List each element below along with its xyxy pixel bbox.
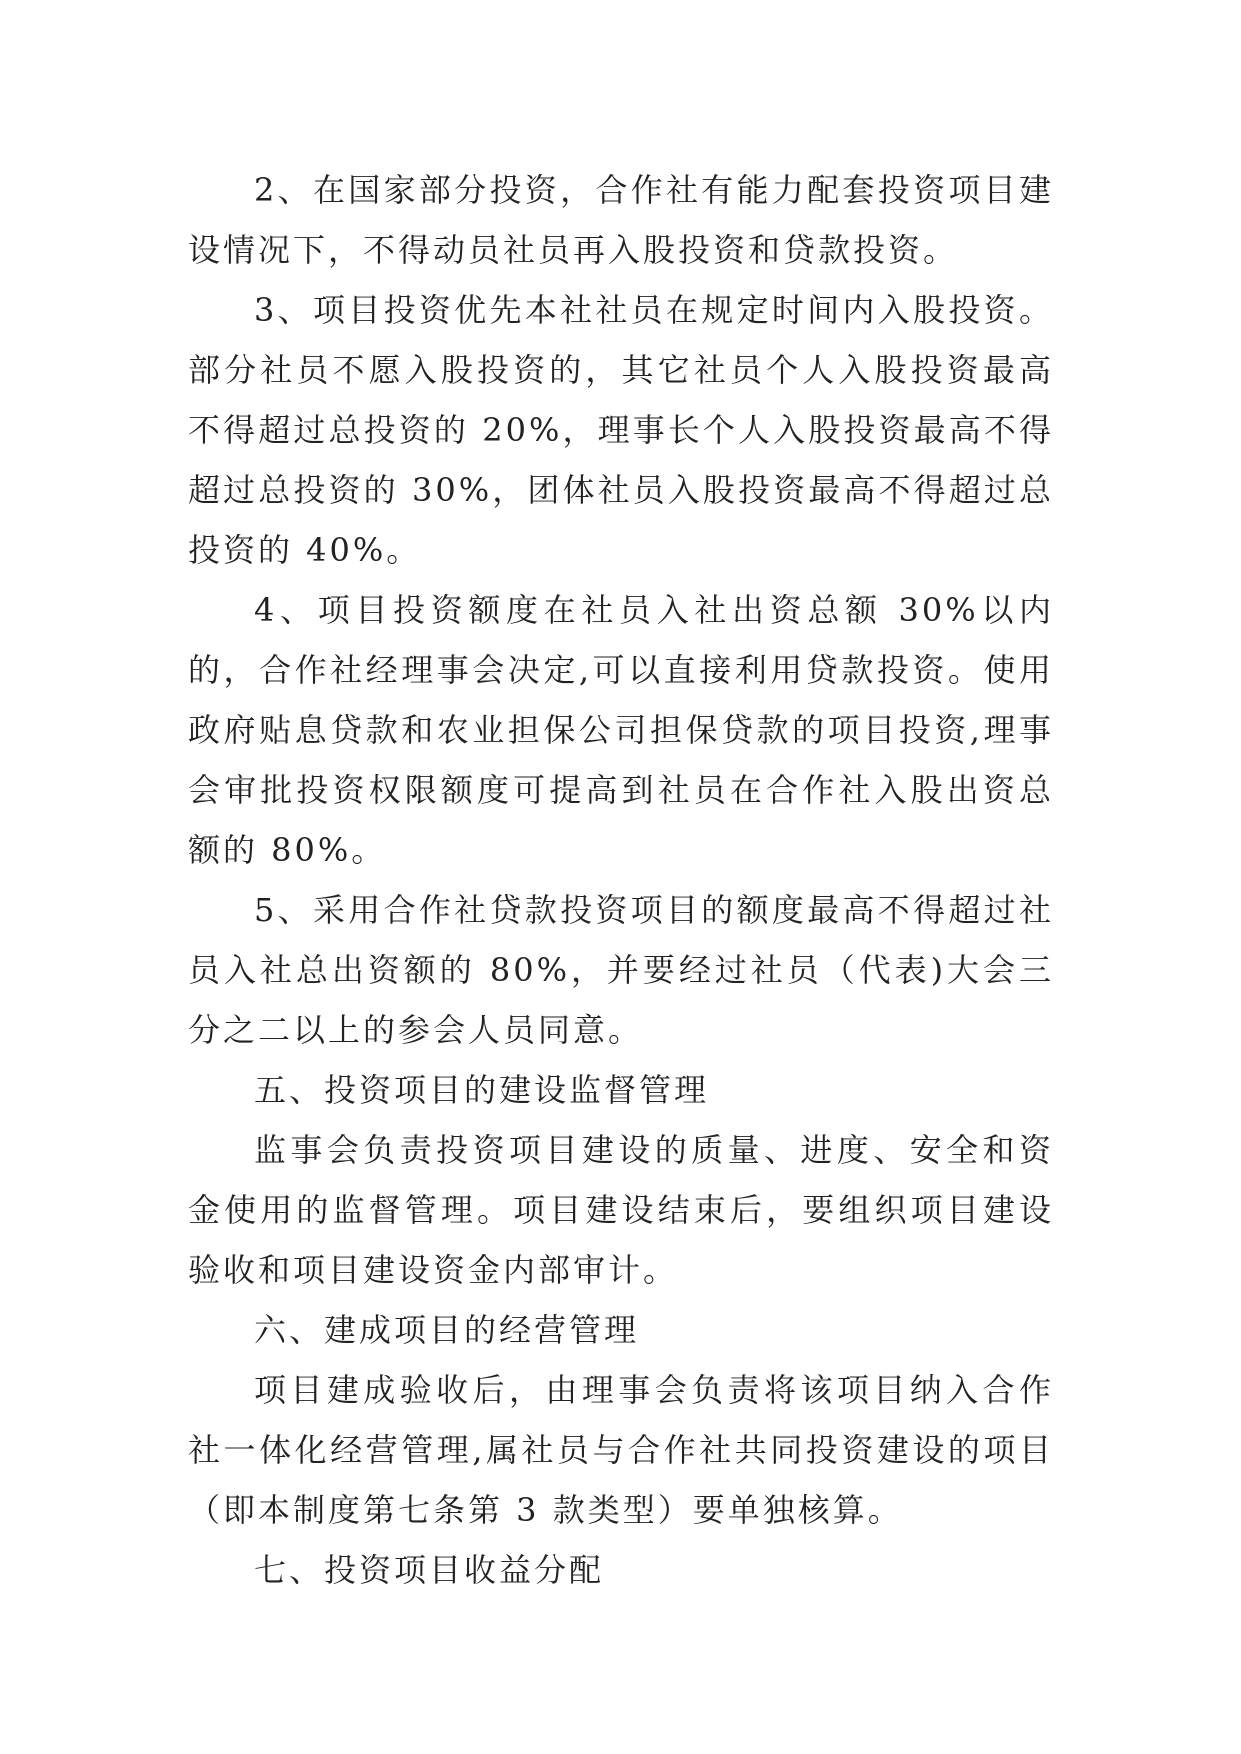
paragraph-operation: 项目建成验收后，由理事会负责将该项目纳入合作社一体化经营管理,属社员与合作社共同投资建设的项目（即本制度第七条第 3 款类型）要单独核算。 (188, 1371, 1054, 1529)
document-body (188, 160, 1054, 1600)
paragraph-item-4: 4、项目投资额度在社员入社出资总额 30%以内的，合作社经理事会决定,可以直接利用贷款投资。使用政府贴息贷款和农业担保公司担保贷款的项目投资,理事会审批投资权限额度可提高到社员在合作社入股出资总额的 80%。 (188, 591, 1054, 869)
section-heading-7: 七、投资项目收益分配 (254, 1551, 605, 1589)
section-heading-5: 五、投资项目的建设监督管理 (254, 1071, 710, 1109)
paragraph-item-3: 3、项目投资优先本社社员在规定时间内入股投资。部分社员不愿入股投资的，其它社员个人入股投资最高不得超过总投资的 20%，理事长个人入股投资最高不得超过总投资的 30%，团体社员入股投资最高不得超过总投资的 40%。 (188, 291, 1054, 569)
section-heading-6: 六、建成项目的经营管理 (254, 1311, 640, 1349)
paragraph-supervision: 监事会负责投资项目建设的质量、进度、安全和资金使用的监督管理。项目建设结束后，要组织项目建设验收和项目建设资金内部审计。 (188, 1131, 1054, 1289)
paragraph-item-5: 5、采用合作社贷款投资项目的额度最高不得超过社员入社总出资额的 80%，并要经过社员（代表)大会三分之二以上的参会人员同意。 (188, 891, 1054, 1049)
paragraph-item-2: 2、在国家部分投资，合作社有能力配套投资项目建设情况下，不得动员社员再入股投资和贷款投资。 (188, 171, 1054, 269)
